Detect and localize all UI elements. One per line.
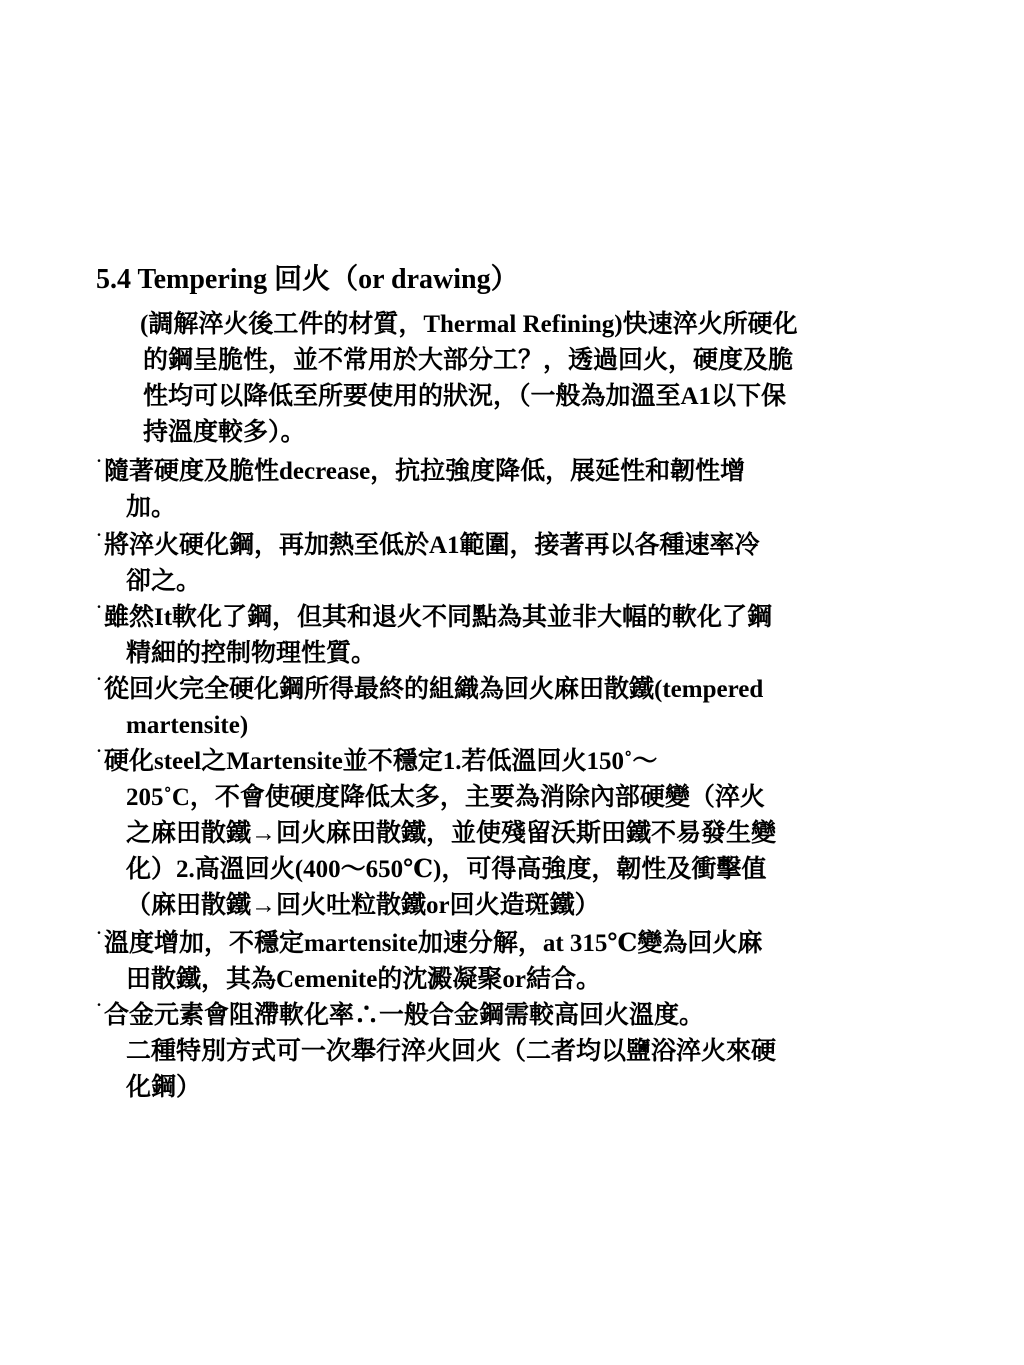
bullet-text: 化鋼） bbox=[126, 1074, 202, 1101]
bullet-text: 將淬火硬化鋼，再加熱至低於A1範圍，接著再以各種速率冷 bbox=[104, 532, 760, 559]
bullet-text: 精細的控制物理性質。 bbox=[126, 640, 377, 667]
bullet-text: 化）2.高溫回火(400～650℃)，可得高強度，韌性及衝擊值 bbox=[126, 856, 767, 883]
intro-paragraph bbox=[140, 307, 798, 451]
intro-line: 性均可以降低至所要使用的狀況，（一般為加溫至A1以下保 bbox=[143, 383, 787, 410]
bullet-text: 之麻田散鐵→回火麻田散鐵，並使殘留沃斯田鐵不易發生變 bbox=[126, 820, 777, 847]
bullet-item bbox=[96, 672, 763, 744]
bullet-item bbox=[96, 998, 776, 1106]
intro-line: 持溫度較多）。 bbox=[143, 419, 306, 446]
bullet-text: （麻田散鐵→回火吐粒散鐵or回火造斑鐵） bbox=[126, 892, 600, 919]
bullet-text: 加。 bbox=[126, 494, 177, 521]
bullet-marker: ˙ bbox=[96, 602, 102, 622]
intro-line: 的鋼呈脆性，並不常用於大部分工？，透過回火，硬度及脆 bbox=[143, 347, 794, 374]
bullet-marker: ˙ bbox=[96, 746, 102, 766]
bullet-text: 合金元素會阻滯軟化率∴一般合金鋼需較高回火溫度。 bbox=[104, 1002, 705, 1029]
bullet-marker: ˙ bbox=[96, 456, 102, 476]
bullet-item bbox=[96, 600, 772, 672]
bullet-item bbox=[96, 744, 776, 924]
bullet-text: 溫度增加，不穩定martensite加速分解，at 315℃變為回火麻 bbox=[104, 930, 763, 957]
bullet-item bbox=[96, 454, 745, 526]
bullet-text: 從回火完全硬化鋼所得最終的組織為回火麻田散鐵(tempered bbox=[104, 676, 764, 703]
bullet-text: 二種特別方式可一次舉行淬火回火（二者均以鹽浴淬火來硬 bbox=[126, 1038, 777, 1065]
bullet-text: martensite) bbox=[126, 712, 249, 739]
bullet-text: 隨著硬度及脆性decrease，抗拉強度降低，展延性和韌性增 bbox=[104, 458, 746, 485]
bullet-item bbox=[96, 926, 762, 998]
bullet-text: 田散鐵，其為Cemenite的沈澱凝聚or結合。 bbox=[126, 966, 601, 993]
bullet-text: 雖然It軟化了鋼，但其和退火不同點為其並非大幅的軟化了鋼 bbox=[104, 604, 773, 631]
bullet-marker: ˙ bbox=[96, 928, 102, 948]
bullet-text: 硬化steel之Martensite並不穩定1.若低溫回火150˚～ bbox=[104, 748, 658, 775]
bullet-marker: ˙ bbox=[96, 674, 102, 694]
bullet-text: 卻之。 bbox=[126, 568, 202, 595]
bullet-marker: ˙ bbox=[96, 530, 102, 550]
bullet-item bbox=[96, 528, 760, 600]
bullet-marker: ˙ bbox=[96, 1000, 102, 1020]
intro-line: (調解淬火後工件的材質，Thermal Refining)快速淬火所硬化 bbox=[140, 311, 798, 338]
bullet-text: 205˚C，不會使硬度降低太多，主要為消除內部硬變（淬火 bbox=[126, 784, 765, 811]
section-title: 5.4 Tempering 回火（or drawing） bbox=[96, 264, 519, 295]
